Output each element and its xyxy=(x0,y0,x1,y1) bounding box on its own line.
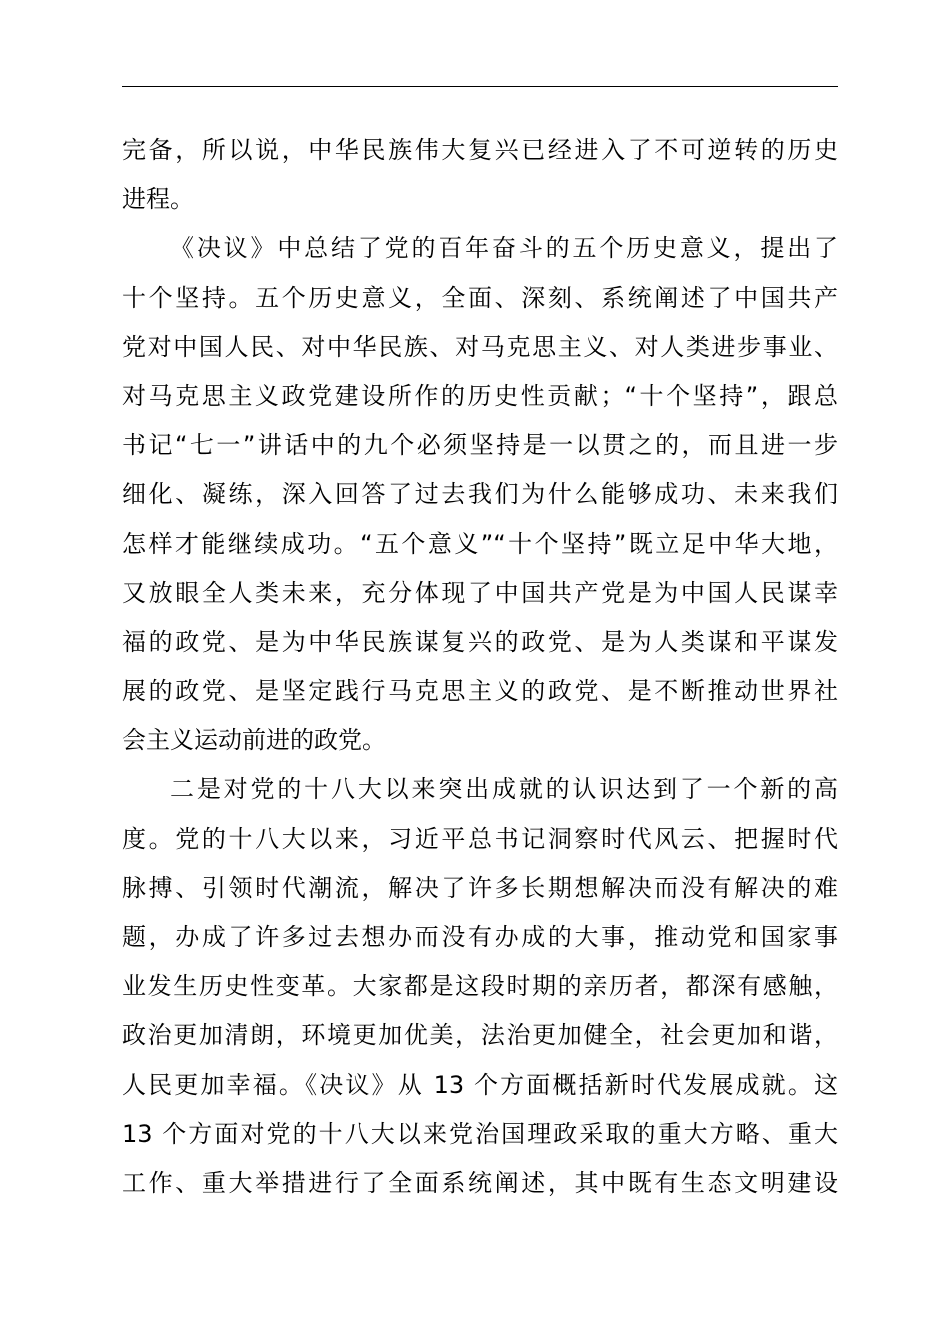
paragraph-first-line: 《决议》中总结了党的百年奋斗的五个历史意义，提出了 xyxy=(170,234,838,263)
text-line: 十个坚持。五个历史意义，全面、深刻、系统阐述了中国共产 xyxy=(122,283,838,312)
text-line: 脉搏、引领时代潮流，解决了许多长期想解决而没有解决的难 xyxy=(122,873,838,902)
text-line: 13 个方面对党的十八大以来党治国理政采取的重大方略、重大 xyxy=(122,1119,838,1148)
text-line: 细化、凝练，深入回答了过去我们为什么能够成功、未来我们 xyxy=(122,480,838,509)
text-line: 人民更加幸福。《决议》从 13 个方面概括新时代发展成就。这 xyxy=(122,1070,838,1099)
document-body xyxy=(122,126,838,1208)
text-line: 完备，所以说，中华民族伟大复兴已经进入了不可逆转的历史 xyxy=(122,136,838,164)
text-line: 书记“七一”讲话中的九个必须坚持是一以贯之的，而且进一步 xyxy=(122,431,838,460)
text-line: 对马克思主义政党建设所作的历史性贡献；“十个坚持”，跟总 xyxy=(122,381,838,410)
text-line: 业发生历史性变革。大家都是这段时期的亲历者，都深有感触， xyxy=(122,972,838,1001)
header-rule xyxy=(122,86,838,87)
text-line: 党对中国人民、对中华民族、对马克思主义、对人类进步事业、 xyxy=(122,332,838,361)
text-line: 怎样才能继续成功。“五个意义”“十个坚持”既立足中华大地， xyxy=(122,529,838,558)
text-line: 福的政党、是为中华民族谋复兴的政党、是为人类谋和平谋发 xyxy=(122,627,838,656)
paragraph-first-line: 二是对党的十八大以来突出成就的认识达到了一个新的高 xyxy=(170,775,838,804)
text-line: 题，办成了许多过去想办而没有办成的大事，推动党和国家事 xyxy=(122,923,838,951)
text-line: 展的政党、是坚定践行马克思主义的政党、是不断推动世界社 xyxy=(122,677,838,706)
text-line: 又放眼全人类未来，充分体现了中国共产党是为中国人民谋幸 xyxy=(122,578,838,607)
text-line: 政治更加清朗，环境更加优美，法治更加健全，社会更加和谐， xyxy=(122,1021,838,1050)
text-line: 工作、重大举措进行了全面系统阐述，其中既有生态文明建设 xyxy=(122,1168,838,1197)
text-line: 度。党的十八大以来，习近平总书记洞察时代风云、把握时代 xyxy=(122,824,838,853)
text-line: 进程。 xyxy=(122,185,194,214)
text-line: 会主义运动前进的政党。 xyxy=(122,726,386,755)
